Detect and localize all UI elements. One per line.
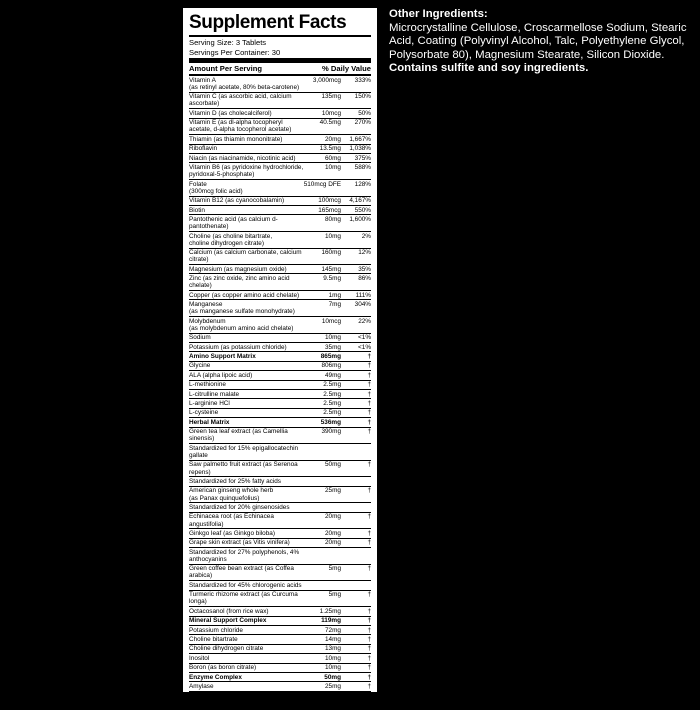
row-name: Vitamin B6 (as pyridoxine hydrochloride, pyridoxal-5-phosphate) <box>189 163 304 179</box>
table-row <box>189 231 371 248</box>
row-amount: 145mg <box>304 265 341 274</box>
table-row <box>189 663 371 672</box>
row-subtext: acetate, d-alpha tocopherol acetate) <box>189 126 292 134</box>
row-name: Amylase <box>189 682 304 691</box>
table-row <box>189 399 371 408</box>
row-daily-value: † <box>341 564 371 581</box>
row-daily-value: 35% <box>341 265 371 274</box>
row-amount: 165mcg <box>304 205 341 214</box>
row-amount: 50mg <box>304 673 341 682</box>
row-amount: 80mg <box>304 215 341 232</box>
row-amount: 2.5mg <box>304 399 341 408</box>
row-amount: 1mg <box>304 291 341 300</box>
row-name: L-cysteine <box>189 408 304 417</box>
table-row <box>189 538 371 547</box>
table-row <box>189 291 371 300</box>
row-daily-value: 128% <box>341 179 371 196</box>
table-row <box>189 503 371 512</box>
row-amount: 10mg <box>304 654 341 663</box>
row-amount: 865mg <box>304 352 341 361</box>
table-row <box>189 654 371 663</box>
row-daily-value: 1,600% <box>341 215 371 232</box>
table-row <box>189 682 371 691</box>
row-amount: 10mcg <box>304 317 341 334</box>
row-daily-value: † <box>341 352 371 361</box>
row-amount <box>304 581 341 590</box>
row-amount: 35mg <box>304 343 341 352</box>
table-row <box>189 109 371 118</box>
row-name: Potassium (as potassium chloride) <box>189 343 304 352</box>
row-amount: 10mg <box>304 231 341 248</box>
table-row <box>189 92 371 109</box>
supplement-facts-panel <box>181 6 379 709</box>
table-row <box>189 581 371 590</box>
table-row <box>189 427 371 444</box>
row-name: Octacosanol (from rice wax) <box>189 607 304 616</box>
table-row <box>189 460 371 477</box>
row-daily-value: † <box>341 418 371 427</box>
row-subtext: (as molybdenum amino acid chelate) <box>189 324 294 332</box>
table-row <box>189 361 371 370</box>
row-amount: 510mcg DFE <box>304 179 341 196</box>
row-amount: 25mg <box>304 682 341 691</box>
row-name: Saw palmetto fruit extract (as Serenoa repens) <box>189 460 304 477</box>
row-daily-value: 12% <box>341 248 371 265</box>
row-amount: 119mg <box>304 616 341 625</box>
row-name: L-methionine <box>189 380 304 389</box>
row-daily-value: 50% <box>341 109 371 118</box>
row-daily-value: † <box>341 380 371 389</box>
row-amount: 2.5mg <box>304 408 341 417</box>
table-row <box>189 635 371 644</box>
other-ingredients <box>389 8 689 76</box>
row-daily-value: 1,667% <box>341 135 371 144</box>
row-daily-value: † <box>341 460 371 477</box>
table-row <box>189 205 371 214</box>
row-amount: 20mg <box>304 529 341 538</box>
table-row <box>189 76 371 92</box>
row-name: Standardized for 27% polyphenols, 4% anthocyanins <box>189 548 304 565</box>
row-name: Choline bitartrate <box>189 635 304 644</box>
row-name: Vitamin B12 (as cyanocobalamin) <box>189 196 304 205</box>
row-name: Pantothenic acid (as calcium d-pantothenate) <box>189 215 304 232</box>
row-daily-value: 270% <box>341 118 371 135</box>
row-subtext: (as retinyl acetate, 80% beta-carotene) <box>189 83 300 91</box>
row-name: Glycine <box>189 361 304 370</box>
row-daily-value: † <box>341 590 371 607</box>
row-daily-value: 304% <box>341 300 371 317</box>
row-daily-value: † <box>341 654 371 663</box>
row-amount: 7mg <box>304 300 341 317</box>
row-amount <box>304 477 341 486</box>
row-name: Herbal Matrix <box>189 418 304 427</box>
row-name: Niacin (as niacinamide, nicotinic acid) <box>189 153 304 162</box>
row-name: Choline (as choline bitartrate, choline dihydrogen citrate) <box>189 231 304 248</box>
panel-title: Supplement Facts <box>189 12 347 33</box>
table-row <box>189 343 371 352</box>
row-daily-value: † <box>341 486 371 503</box>
row-name: Green coffee bean extract (as Coffea arabica) <box>189 564 304 581</box>
row-amount: 3,000mcg <box>304 76 341 92</box>
row-name: Magnesium (as magnesium oxide) <box>189 265 304 274</box>
row-amount: 72mg <box>304 626 341 635</box>
table-row <box>189 380 371 389</box>
column-headers <box>189 63 371 74</box>
row-name: Standardized for 20% ginsenosides <box>189 503 304 512</box>
table-section-header <box>189 418 371 427</box>
row-daily-value: 4,167% <box>341 196 371 205</box>
row-name: L-arginine HCl <box>189 399 304 408</box>
row-daily-value: † <box>341 644 371 653</box>
table-row <box>189 153 371 162</box>
row-daily-value: 150% <box>341 92 371 109</box>
column-header-amount: Amount Per Serving <box>189 64 262 73</box>
row-subtext: (300mcg folic acid) <box>189 187 243 195</box>
row-daily-value: 1,038% <box>341 144 371 153</box>
table-row <box>189 564 371 581</box>
row-name: Standardized for 15% epigallocatechin gallate <box>189 444 304 461</box>
row-amount <box>304 548 341 565</box>
row-daily-value: † <box>341 682 371 691</box>
row-amount: 2.5mg <box>304 390 341 399</box>
table-row <box>189 390 371 399</box>
row-daily-value: † <box>341 371 371 380</box>
row-daily-value <box>341 444 371 461</box>
table-row <box>189 512 371 529</box>
row-subtext: pyridoxal-5-phosphate) <box>189 171 255 179</box>
row-amount <box>304 503 341 512</box>
table-row <box>189 118 371 135</box>
table-section-header <box>189 673 371 682</box>
row-amount: 14mg <box>304 635 341 644</box>
table-row <box>189 196 371 205</box>
row-name: Vitamin A (as retinyl acetate, 80% beta-carotene) <box>189 76 304 92</box>
table-row <box>189 215 371 232</box>
other-ingredients-body: Microcrystalline Cellulose, Croscarmellose Sodium, Stearic Acid, Coating (Polyvinyl Alcohol, Talc, Polyethylene Glycol, Polysorbate 80), Magnesium Stearate, Silicon Dioxide. <box>389 21 687 61</box>
row-name: Boron (as boron citrate) <box>189 663 304 672</box>
row-amount: 25mg <box>304 691 341 700</box>
row-daily-value: † <box>341 635 371 644</box>
row-daily-value: 111% <box>341 291 371 300</box>
row-amount: 1.25mg <box>304 607 341 616</box>
column-header-daily-value: % Daily Value <box>322 64 371 73</box>
row-daily-value: † <box>341 427 371 444</box>
row-daily-value: † <box>341 390 371 399</box>
row-amount: 10mcg <box>304 109 341 118</box>
row-name: Thiamin (as thiamin mononitrate) <box>189 135 304 144</box>
row-amount: 13mg <box>304 644 341 653</box>
table-row <box>189 486 371 503</box>
row-amount: 390mg <box>304 427 341 444</box>
row-daily-value: 86% <box>341 274 371 291</box>
row-name: Sodium <box>189 333 304 342</box>
row-daily-value: † <box>341 691 371 700</box>
row-daily-value: 2% <box>341 231 371 248</box>
row-name: Molybdenum (as molybdenum amino acid chelate) <box>189 317 304 334</box>
row-name: Choline dihydrogen citrate <box>189 644 304 653</box>
row-daily-value <box>341 581 371 590</box>
row-name: American ginseng whole herb (as Panax quinquefolius) <box>189 486 304 503</box>
table-row <box>189 626 371 635</box>
row-daily-value: 22% <box>341 317 371 334</box>
row-subtext: (as Panax quinquefolius) <box>189 494 260 502</box>
nutrient-table <box>189 76 371 701</box>
row-amount: 2.5mg <box>304 380 341 389</box>
row-name: Papain <box>189 691 304 700</box>
row-name: Zinc (as zinc oxide, zinc amino acid chelate) <box>189 274 304 291</box>
row-daily-value: † <box>341 399 371 408</box>
table-row <box>189 529 371 538</box>
row-name: Inositol <box>189 654 304 663</box>
row-subtext: choline dihydrogen citrate) <box>189 239 264 247</box>
row-daily-value: † <box>341 529 371 538</box>
row-amount: 25mg <box>304 486 341 503</box>
row-daily-value: <1% <box>341 333 371 342</box>
row-amount: 5mg <box>304 590 341 607</box>
row-name: Enzyme Complex <box>189 673 304 682</box>
allergen-warning: Contains sulfite and soy ingredients. <box>389 62 589 75</box>
row-amount: 5mg <box>304 564 341 581</box>
row-amount <box>304 444 341 461</box>
row-daily-value: 375% <box>341 153 371 162</box>
row-amount: 50mg <box>304 460 341 477</box>
table-row <box>189 371 371 380</box>
row-daily-value: † <box>341 616 371 625</box>
row-name: Echinacea root (as Echinacea angustifolia) <box>189 512 304 529</box>
row-amount: 806mg <box>304 361 341 370</box>
table-row <box>189 317 371 334</box>
row-amount: 10mg <box>304 663 341 672</box>
row-daily-value: † <box>341 673 371 682</box>
row-daily-value: † <box>341 408 371 417</box>
row-name: ALA (alpha lipoic acid) <box>189 371 304 380</box>
serving-size: Serving Size: 3 Tablets <box>189 38 267 47</box>
table-row <box>189 135 371 144</box>
table-row <box>189 265 371 274</box>
row-name: Green tea leaf extract (as Camellia sinensis) <box>189 427 304 444</box>
table-section-header <box>189 352 371 361</box>
row-name: Ginkgo leaf (as Ginkgo biloba) <box>189 529 304 538</box>
row-daily-value: † <box>341 607 371 616</box>
table-row <box>189 179 371 196</box>
table-row <box>189 144 371 153</box>
row-amount: 20mg <box>304 135 341 144</box>
row-name: L-citrulline malate <box>189 390 304 399</box>
row-amount: 13.5mg <box>304 144 341 153</box>
row-name: Folate (300mcg folic acid) <box>189 179 304 196</box>
table-row <box>189 477 371 486</box>
table-row <box>189 444 371 461</box>
row-amount: 49mg <box>304 371 341 380</box>
row-name: Amino Support Matrix <box>189 352 304 361</box>
table-row <box>189 691 371 700</box>
row-name: Standardized for 45% chlorogenic acids <box>189 581 304 590</box>
row-name: Manganese (as manganese sulfate monohydrate) <box>189 300 304 317</box>
row-amount: 20mg <box>304 538 341 547</box>
row-name: Calcium (as calcium carbonate, calcium citrate) <box>189 248 304 265</box>
row-name: Biotin <box>189 205 304 214</box>
table-row <box>189 590 371 607</box>
row-amount: 60mg <box>304 153 341 162</box>
table-row <box>189 548 371 565</box>
row-daily-value: † <box>341 538 371 547</box>
row-daily-value: † <box>341 361 371 370</box>
servings-per-container: Servings Per Container: 30 <box>189 48 281 57</box>
table-row <box>189 333 371 342</box>
table-row <box>189 408 371 417</box>
row-name: Grape skin extract (as Vitis vinifera) <box>189 538 304 547</box>
row-amount: 10mg <box>304 163 341 180</box>
row-name: Potassium chloride <box>189 626 304 635</box>
panel-footnote: † Daily Value not established. <box>189 702 263 709</box>
row-daily-value: <1% <box>341 343 371 352</box>
row-daily-value: † <box>341 512 371 529</box>
row-daily-value: 588% <box>341 163 371 180</box>
row-name: Vitamin C (as ascorbic acid, calcium ascorbate) <box>189 92 304 109</box>
table-row <box>189 163 371 180</box>
row-amount: 160mg <box>304 248 341 265</box>
row-amount: 100mcg <box>304 196 341 205</box>
table-row <box>189 248 371 265</box>
row-name: Standardized for 25% fatty acids <box>189 477 304 486</box>
row-amount: 20mg <box>304 512 341 529</box>
table-row <box>189 644 371 653</box>
row-amount: 135mg <box>304 92 341 109</box>
row-name: Copper (as copper amino acid chelate) <box>189 291 304 300</box>
row-subtext: (as manganese sulfate monohydrate) <box>189 308 295 316</box>
row-name: Vitamin E (as dl-alpha tocopheryl acetate, d-alpha tocopherol acetate) <box>189 118 304 135</box>
table-row <box>189 607 371 616</box>
row-amount: 40.5mg <box>304 118 341 135</box>
row-daily-value: 550% <box>341 205 371 214</box>
other-ingredients-title: Other Ingredients: <box>389 8 488 20</box>
row-amount: 10mg <box>304 333 341 342</box>
row-daily-value: † <box>341 663 371 672</box>
row-daily-value <box>341 503 371 512</box>
row-name: Mineral Support Complex <box>189 616 304 625</box>
row-amount: 9.5mg <box>304 274 341 291</box>
table-row <box>189 300 371 317</box>
row-name: Riboflavin <box>189 144 304 153</box>
table-row <box>189 274 371 291</box>
row-name: Vitamin D (as cholecalciferol) <box>189 109 304 118</box>
row-amount: 536mg <box>304 418 341 427</box>
row-daily-value: 333% <box>341 76 371 92</box>
row-daily-value <box>341 548 371 565</box>
table-section-header <box>189 616 371 625</box>
row-daily-value: † <box>341 626 371 635</box>
row-name: Turmeric rhizome extract (as Curcuma longa) <box>189 590 304 607</box>
row-daily-value <box>341 477 371 486</box>
